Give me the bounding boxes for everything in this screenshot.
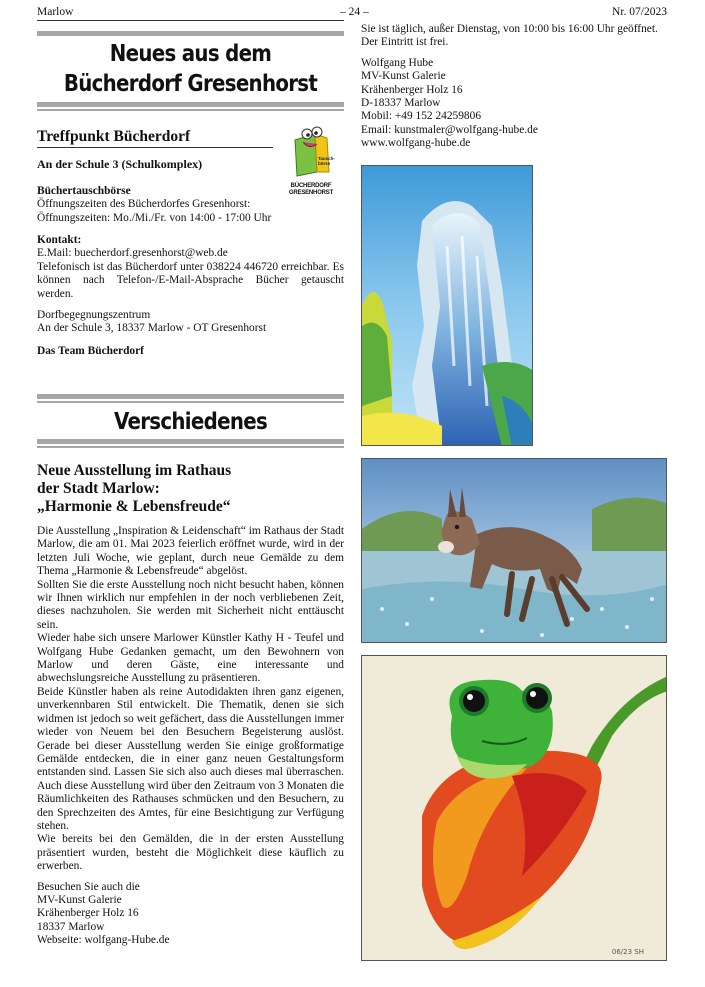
painting-frog-tulip [361,655,667,961]
logo-text-top: Tausch- [318,156,335,161]
article-title-line2: der Stadt Marlow: [37,480,160,497]
article-paragraph-1: Die Ausstellung „Inspiration & Leidenschaft“ im Rathaus der Stadt Marlow, die am 01. Mai 2023 feierlich eröffnet wurde, wird in der letzten Juli Woche, wie geplant, durch neue Gemälde zu dem Thema „Harmonie & Lebensfreude“ abgelöst. [37,525,344,578]
section-banner-buecherdorf [37,31,344,111]
painting-waterfall [361,165,533,446]
banner-bar [37,31,344,36]
contact-mobile: Mobil: +49 152 24259806 [361,110,482,123]
article-paragraph-4: Beide Künstler haben als reine Autodidakten ihren ganz eigenen, unverkennbaren Stil entwickelt. Die Thematik, denen sie sich widmen ist jedoch so weit gefächert, dass die Ausstellungen immer wieder von Neuem bei den Besuchern Begeisterung auslöst. Gerade bei dieser Ausstellung werden Sie einige großformatige Gemälde entdecken, die in einer ganz neuen Gestaltungsform entstanden sind. Lassen Sie sich also auch dieses mal überraschen. Auch diese Ausstellung wird über den Zeitraum von 3 Monaten die Räumlichkeiten des Rathauses schmücken und den Besuchern, zu den Sprechzeiten des Amtes, für eine Besichtigung zur Verfügung stehen. [37,685,344,832]
kontakt-text: Telefonisch ist das Bücherdorf unter 038224 446720 erreichbar. Es können nach Telefon-/E-Mail-Absprache Bücher getauscht werden. [37,260,344,300]
ausstellung-article [37,462,344,948]
visit-line2: MV-Kunst Galerie [37,893,122,906]
section-banner-verschiedenes [37,394,344,448]
banner-bar-thin [37,446,344,448]
banner-bar-thin [37,109,344,111]
visit-line3: Krähenberger Holz 16 [37,907,139,920]
painting-donkey [361,458,667,643]
banner-bar-thin [37,401,344,403]
visit-line4: 18337 Marlow [37,920,105,933]
admission-note: Der Eintritt ist frei. [361,36,449,49]
banner-title-line1: Neues aus dem [109,41,272,67]
banner-bar [37,394,344,399]
banner-bar [37,439,344,444]
header-rule [37,20,344,21]
gallery-info [361,23,671,151]
contact-city: D-18337 Marlow [361,97,441,110]
contact-gallery: MV-Kunst Galerie [361,70,446,83]
article-title-line1: Neue Ausstellung im Rathaus [37,462,232,479]
header-issue-number: Nr. 07/2023 [612,6,667,18]
kontakt-heading: Kontakt: [37,234,82,247]
article-paragraph-3: Wieder habe sich unsere Marlower Künstler Kathy H - Teufel und Wolfgang Hube Gedanken gemacht, um den Bewohnern von Marlow und deren Gäste, eine interessante und abwechslungsreiche Ausstellung zu präsentieren. [37,632,344,685]
treffpunkt-address: An der Schule 3 (Schulkomplex) [37,157,203,172]
boerse-line2: Öffnungszeiten: Mo./Mi./Fr. von 14:00 - 17:00 Uhr [37,211,272,224]
logo-tauschboerse-text [318,156,335,166]
opening-hours: Sie ist täglich, außer Dienstag, von 10:00 bis 16:00 Uhr geöffnet. [361,23,658,35]
boerse-heading: Büchertauschbörse [37,184,131,197]
article-paragraph-2: Sollten Sie die erste Ausstellung noch nicht besucht haben, können wir Ihnen wirklich nur empfehlen in der noch verbliebenen Zeit, dieses nachzuholen. Sie werden mit Sicherheit nicht enttäuscht sein. [37,578,344,631]
contact-website: www.wolfgang-hube.de [361,137,471,150]
book-character-icon [285,126,337,178]
banner-bar [37,102,344,107]
header-page-number: – 24 – [340,6,369,18]
contact-name: Wolfgang Hube [361,56,434,69]
visit-line1: Besuchen Sie auch die [37,880,140,893]
kontakt-email: E.Mail: buecherdorf.gresenhorst@web.de [37,247,228,260]
contact-email: Email: kunstmaler@wolfgang-hube.de [361,123,538,136]
boerse-line1: Öffnungszeiten des Bücherdorfes Gresenhorst: [37,198,251,211]
banner-title: Verschiedenes [113,409,268,435]
buecherdorf-logo [285,126,337,198]
logo-text-mid: börse [318,161,331,166]
dbz-line2: An der Schule 3, 18337 Marlow - OT Gresenhorst [37,322,267,335]
logo-caption-line2: GRESENHORST [288,189,334,196]
contact-street: Krähenberger Holz 16 [361,83,463,96]
article-title-line3: „Harmonie & Lebensfreude“ [37,498,231,515]
banner-title-line2: Bücherdorf Gresenhorst [63,71,318,97]
treffpunkt-title: Treffpunkt Bücherdorf [37,130,273,148]
logo-caption-line1: BÜCHERDORF [290,183,332,189]
painting-signature: 06/23 SH [611,948,644,956]
team-signature: Das Team Bücherdorf [37,344,144,357]
article-paragraph-5: Wie bereits bei den Gemälden, die in der ersten Ausstellung präsentiert wurden, besteht die Möglichkeit diese käuflich zu erwerben. [37,833,344,873]
logo-caption [285,183,337,196]
header-town: Marlow [37,6,74,18]
visit-website: Webseite: wolfgang-Hube.de [37,934,170,947]
dbz-line1: Dorfbegegnungszentrum [37,309,151,322]
page-header [37,6,667,20]
